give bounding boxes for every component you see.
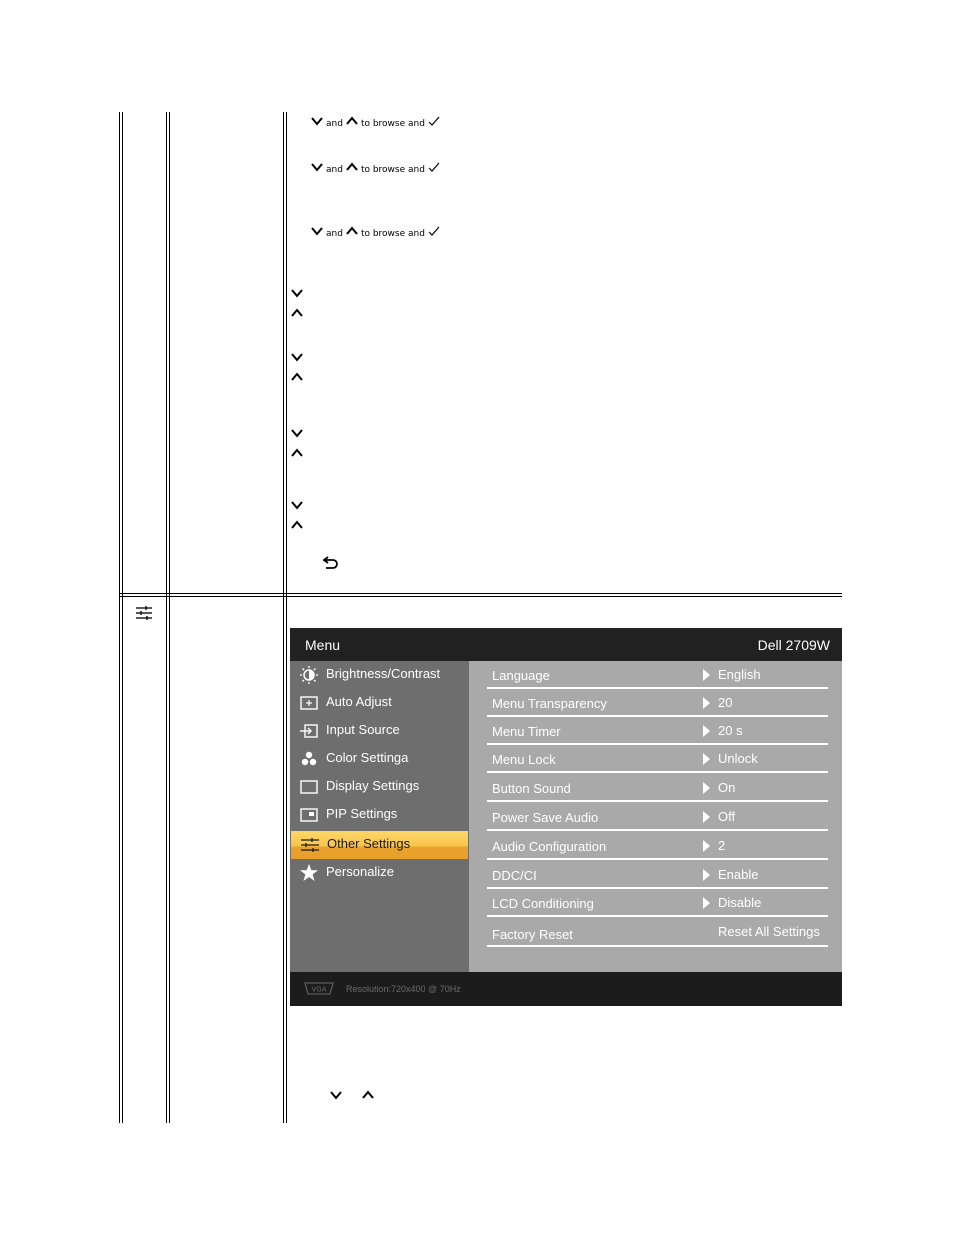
browse-instruction-1 — [311, 113, 440, 129]
vga-label: VGA — [311, 985, 327, 994]
osd-menu-item-other-settings — [291, 831, 468, 859]
osd-setting-name: Button Sound — [492, 781, 571, 796]
brightness-icon — [299, 666, 319, 684]
osd-setting-value: Unlock — [718, 751, 758, 766]
osd-setting-row — [487, 689, 828, 717]
down-arrow-icon — [311, 116, 323, 126]
down-arrow-icon — [330, 1090, 342, 1100]
up-arrow-icon — [291, 448, 303, 458]
osd-setting-value: On — [718, 780, 736, 795]
osd-menu-label: Auto Adjust — [326, 694, 392, 709]
display-settings-icon — [299, 778, 319, 796]
osd-setting-value: 20 s — [718, 723, 743, 738]
star-icon — [299, 864, 319, 882]
browse-and-text: and — [326, 119, 343, 129]
osd-menu-screenshot — [290, 628, 842, 1006]
osd-setting-value: Disable — [718, 895, 762, 910]
osd-menu-label: PIP Settings — [326, 806, 398, 821]
osd-setting-value: Reset All Settings — [718, 924, 820, 939]
osd-footer — [290, 972, 842, 1006]
up-arrow-icon — [346, 162, 358, 172]
triangle-right-icon — [703, 840, 710, 852]
input-source-icon — [299, 722, 319, 740]
osd-menu-item-auto-adjust — [290, 689, 469, 717]
osd-setting-value: 2 — [718, 838, 726, 853]
osd-menu-item-display-settings — [290, 773, 469, 801]
up-arrow-icon — [362, 1090, 374, 1100]
check-icon — [428, 162, 440, 172]
check-icon — [428, 116, 440, 126]
osd-menu-item-color-settings — [290, 745, 469, 773]
osd-setting-row — [487, 745, 828, 773]
back-icon — [321, 556, 339, 570]
auto-adjust-icon — [299, 694, 319, 712]
triangle-right-icon — [703, 869, 710, 881]
osd-setting-row — [487, 717, 828, 745]
table-border-left-outer — [119, 112, 120, 1123]
triangle-right-icon — [703, 725, 710, 737]
osd-setting-name: Menu Timer — [492, 724, 561, 739]
osd-setting-row — [487, 803, 828, 831]
triangle-right-icon — [703, 669, 710, 681]
browse-and-text: and — [326, 229, 343, 239]
osd-setting-row — [487, 917, 828, 947]
osd-menu-label: Color Settinga — [326, 750, 409, 765]
up-arrow-icon — [291, 520, 303, 530]
table-row-divider — [119, 593, 842, 594]
osd-setting-name: Factory Reset — [492, 927, 573, 942]
other-settings-icon — [135, 606, 153, 620]
check-icon — [428, 226, 440, 236]
browse-rest-text: to browse and — [360, 165, 425, 175]
osd-setting-name: Power Save Audio — [492, 810, 599, 825]
table-col-divider-2b — [286, 112, 287, 1123]
osd-setting-row — [487, 774, 828, 802]
triangle-right-icon — [703, 697, 710, 709]
table-border-left-inner — [122, 112, 123, 1123]
table-col-divider-1b — [169, 112, 170, 1123]
osd-setting-row — [487, 661, 828, 689]
down-arrow-icon — [291, 288, 303, 298]
table-col-divider-1 — [166, 112, 167, 1123]
other-settings-icon — [300, 836, 320, 854]
osd-resolution-readout: Resolution:720x400 @ 70Hz — [346, 984, 461, 994]
osd-menu-title: Menu — [305, 637, 341, 653]
up-arrow-icon — [291, 372, 303, 382]
osd-header — [290, 628, 842, 661]
osd-setting-name: DDC/CI — [492, 868, 537, 883]
osd-setting-value: English — [718, 667, 761, 682]
color-settings-icon — [299, 750, 319, 768]
osd-menu-label: Display Settings — [326, 778, 420, 793]
browse-rest-text: to browse and — [360, 229, 425, 239]
osd-menu-label: Input Source — [326, 722, 400, 737]
osd-setting-value: Enable — [718, 867, 759, 882]
triangle-right-icon — [703, 811, 710, 823]
osd-setting-row — [487, 889, 828, 917]
osd-model-name: Dell 2709W — [757, 637, 830, 653]
osd-setting-row — [487, 861, 828, 889]
osd-menu-label: Other Settings — [327, 836, 411, 851]
osd-right-panel — [469, 661, 842, 972]
pip-settings-icon — [299, 806, 319, 824]
up-arrow-icon — [291, 308, 303, 318]
down-arrow-icon — [291, 500, 303, 510]
table-col-divider-2 — [283, 112, 284, 1123]
down-arrow-icon — [311, 162, 323, 172]
down-arrow-icon — [291, 428, 303, 438]
vga-connector-icon — [303, 982, 335, 995]
osd-setting-value: 20 — [718, 695, 733, 710]
table-row-divider-b — [119, 596, 842, 597]
browse-instruction-2 — [311, 159, 440, 175]
osd-setting-name: Language — [492, 668, 550, 683]
osd-setting-name: Menu Lock — [492, 752, 556, 767]
osd-menu-label: Brightness/Contrast — [326, 666, 441, 681]
up-arrow-icon — [346, 226, 358, 236]
osd-menu-item-brightness-contrast — [290, 661, 469, 689]
down-arrow-icon — [311, 226, 323, 236]
osd-setting-name: LCD Conditioning — [492, 896, 594, 911]
triangle-right-icon — [703, 782, 710, 794]
browse-rest-text: to browse and — [360, 119, 425, 129]
up-arrow-icon — [346, 116, 358, 126]
triangle-right-icon — [703, 897, 710, 909]
osd-menu-item-personalize — [290, 859, 469, 887]
osd-menu-label: Personalize — [326, 864, 394, 879]
osd-menu-item-input-source — [290, 717, 469, 745]
osd-setting-name: Audio Configuration — [492, 839, 607, 854]
triangle-right-icon — [703, 753, 710, 765]
osd-setting-value: Off — [718, 809, 736, 824]
osd-left-menu — [290, 661, 469, 972]
browse-instruction-3 — [311, 223, 440, 239]
down-arrow-icon — [291, 352, 303, 362]
osd-menu-item-pip-settings — [290, 801, 469, 829]
osd-setting-row — [487, 832, 828, 860]
osd-setting-name: Menu Transparency — [492, 696, 607, 711]
browse-and-text: and — [326, 165, 343, 175]
